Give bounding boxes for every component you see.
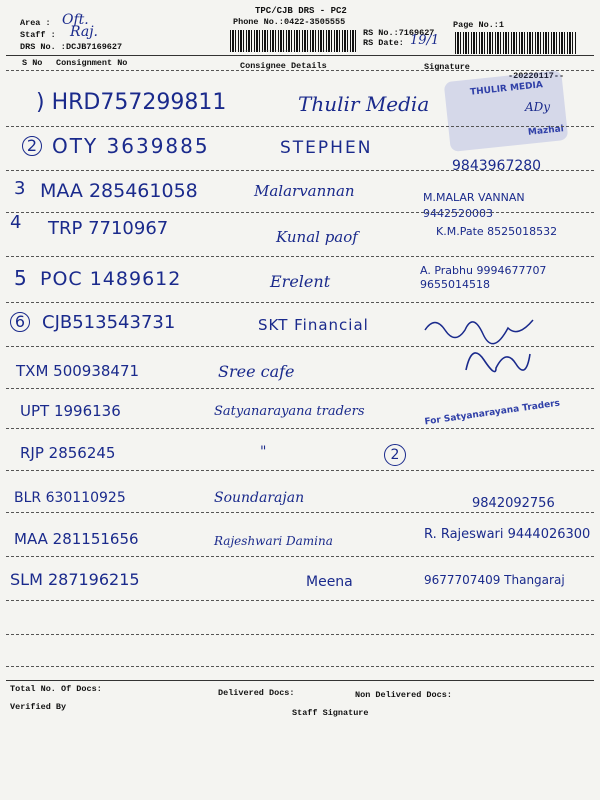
row-9-consignee: ": [260, 444, 267, 460]
row-4-number: 4: [10, 212, 22, 233]
row-10-signature: 9842092756: [472, 496, 555, 511]
row-4-signature: K.M.Pate 8525018532: [436, 225, 558, 238]
row-2-signature: 9843967280: [452, 158, 542, 174]
row-2-number: 2: [22, 136, 42, 156]
row-8-consignment: UPT 1996136: [20, 402, 121, 420]
drs-number: DCJB7169627: [66, 42, 123, 52]
area-value: Oft.: [62, 12, 89, 28]
staff-value: Raj.: [70, 24, 98, 40]
row-3-consignee: Malarvannan: [254, 182, 355, 200]
rs-date-value: 19/1: [410, 33, 440, 48]
row-line: [6, 126, 594, 127]
document-title: TPC/CJB DRS - PC2: [255, 6, 347, 16]
row-1-signature: ADy: [525, 100, 551, 114]
row-7-consignment: TXM 500938471: [16, 362, 140, 380]
row-11-consignee: Rajeshwari Damina: [214, 534, 333, 548]
col-signature: Signature: [424, 62, 470, 72]
non-delivered-docs-label: Non Delivered Docs:: [355, 690, 452, 700]
date-code: -20220117--: [508, 71, 565, 81]
row-line: [6, 556, 594, 557]
staff-label: Staff :: [20, 30, 56, 40]
row-1-consignment: ) HRD757299811: [36, 90, 227, 115]
row-7-consignee: Sree cafe: [218, 362, 295, 381]
drs-label: DRS No. :: [20, 42, 66, 52]
row-10-consignee: Soundarajan: [214, 490, 305, 506]
row-12-signature: 9677707409 Thangaraj: [424, 573, 565, 587]
row-line: [6, 634, 594, 635]
barcode-left: [230, 30, 358, 52]
row-line: [6, 212, 594, 213]
row-11-signature: R. Rajeswari 9444026300: [424, 527, 591, 542]
col-sno: S No: [22, 58, 43, 68]
row-line: [6, 302, 594, 303]
row-line: [6, 428, 594, 429]
total-docs-label: Total No. Of Docs:: [10, 684, 102, 694]
row-1-consignee: Thulir Media: [298, 92, 430, 116]
rs-number: RS No.:7169627: [363, 28, 435, 38]
row-7-signature-scribble: [456, 340, 536, 385]
barcode-right: [455, 32, 577, 54]
column-divider: [6, 70, 594, 71]
col-consignee: Consignee Details: [240, 61, 327, 71]
row-3-consignment: MAA 285461058: [40, 180, 198, 202]
rs-date-label: RS Date:: [363, 38, 404, 48]
row-8-stamp: For Satyanarayana Traders: [423, 398, 561, 428]
page-number: Page No.:1: [453, 20, 505, 30]
row-6-consignment: CJB513543731: [42, 312, 176, 333]
row-3-number: 3: [14, 178, 26, 199]
row-6-number: 6: [10, 312, 30, 332]
row-9-consignment: RJP 2856245: [20, 444, 116, 462]
row-2-consignment: OTY 3639885: [52, 134, 210, 158]
row-8-consignee: Satyanarayana traders: [214, 404, 365, 419]
row-5-consignment: POC 1489612: [40, 268, 182, 290]
row-5-consignee: Erelent: [270, 272, 331, 291]
row-line: [6, 256, 594, 257]
footer-divider: [6, 680, 594, 681]
row-9-signature: 2: [384, 444, 406, 466]
row-line: [6, 600, 594, 601]
verified-by-label: Verified By: [10, 702, 67, 712]
row-12-consignment: SLM 287196215: [10, 570, 140, 589]
stamp-line2: Mazhai: [527, 124, 565, 138]
row-5-number: 5: [14, 266, 27, 290]
row-line: [6, 170, 594, 171]
row-5-signature: A. Prabhu 9994677707 9655014518: [420, 264, 547, 291]
phone-number: Phone No.:0422-3505555: [233, 17, 346, 27]
area-label: Area :: [20, 18, 51, 28]
row-line: [6, 470, 594, 471]
stamp-line1: THULIR MEDIA: [469, 80, 544, 98]
row-line: [6, 666, 594, 667]
row-12-consignee: Meena: [306, 574, 353, 590]
delivered-docs-label: Delivered Docs:: [218, 688, 295, 698]
row-4-consignment: TRP 7710967: [48, 218, 169, 239]
row-2-consignee: STEPHEN: [280, 138, 373, 158]
row-4-consignee: Kunal paof: [276, 228, 358, 246]
row-6-consignee: SKT Financial: [258, 316, 369, 334]
row-10-consignment: BLR 630110925: [14, 490, 126, 506]
row-6-signature-scribble: [420, 305, 560, 345]
row-line: [6, 512, 594, 513]
header-divider: [6, 55, 594, 56]
row-11-consignment: MAA 281151656: [14, 530, 139, 548]
staff-signature-label: Staff Signature: [292, 708, 369, 718]
col-consignment: Consignment No: [56, 58, 128, 68]
row-line: [6, 388, 594, 389]
row-3-signature: M.MALAR VANNAN 9442520003: [423, 191, 525, 220]
